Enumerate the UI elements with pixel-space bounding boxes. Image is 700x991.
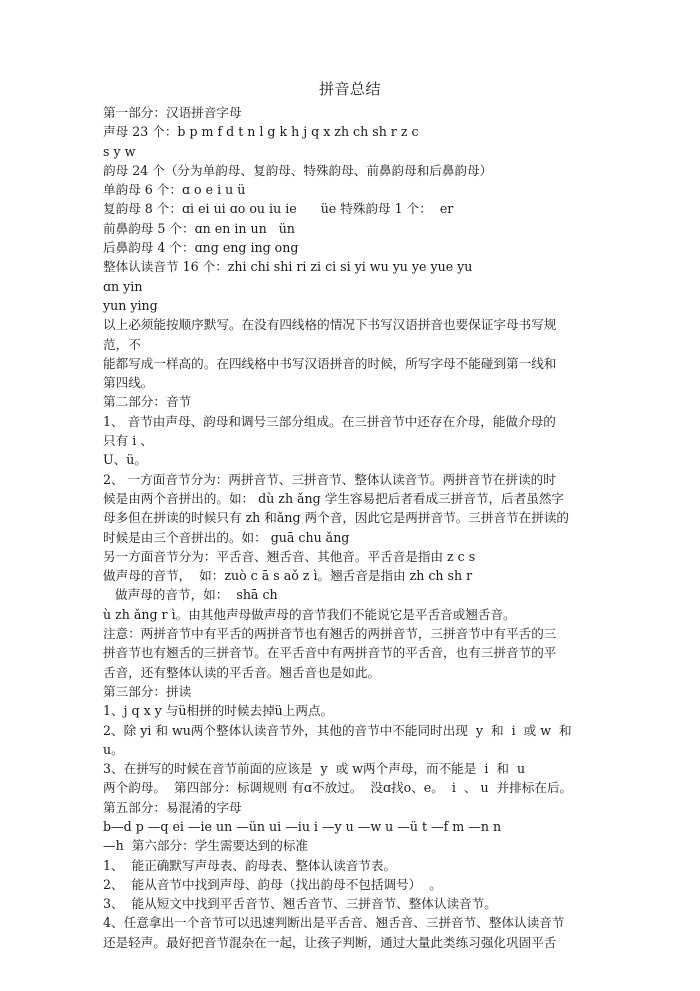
text-line: 1、j q x y 与ü相拼的时候去掉ü上两点。 (103, 703, 334, 719)
text-line: 做声母的音节，如： shā ch (103, 587, 278, 603)
text-line: u。 (103, 741, 124, 757)
text-line: 注意：两拼音节中有平舌的两拼音节也有翘舌的两拼音节，三拼音节中有平舌的三 (103, 626, 557, 642)
text-line: 母多但在拼读的时候只有 zh 和ǎng 两个音，因此它是两拼音节。三拼音节在拼读的 (103, 510, 570, 526)
text-line: 整体认读音节 16 个：zhi chi shi ri zi ci si yi wu yu ye yue yu (103, 259, 473, 275)
text-line: 拼音节也有翘舌的三拼音节。在平舌音中有两拼音节的平舌音，也有三拼音节的平 (103, 645, 557, 661)
text-line: 2、除 yi 和 wu两个整体认读音节外，其他的音节中不能同时出现 y 和 i 或 w 和 (103, 722, 572, 738)
text-line: 第五部分：易混淆的字母 (103, 799, 242, 815)
text-line: 还是轻声。最好把音节混杂在一起，让孩子判断，通过大量此类练习强化巩固平舌 (103, 934, 557, 950)
text-line: 另一方面音节分为：平舌音、翘舌音、其他音。平舌音是指由 z c s (103, 548, 476, 564)
text-line: 第二部分：音节 (103, 394, 192, 410)
text-line: 只有 i 、 (103, 433, 153, 449)
text-line: 两个韵母。 第四部分：标调规则 有ɑ不放过。 没ɑ找o、e。 i 、 u 并排标在后。 (103, 780, 573, 796)
text-line: 2、 能从音节中找到声母、韵母（找出韵母不包括调号） 。 (103, 876, 442, 892)
text-line: s y w (103, 143, 136, 159)
text-line: 1、 音节由声母、韵母和调号三部分组成。在三拼音节中还存在介母，能做介母的 (103, 413, 556, 429)
text-line: 4、任意拿出一个音节可以迅速判断出是平舌音、翘舌音、三拼音节、整体认读音节 (103, 915, 565, 931)
text-line: 候是由两个音拼出的。如： dù zh ǎng 学生容易把后者看成三拼音节，后者虽然字 (103, 490, 565, 506)
text-line: yun ying (103, 297, 158, 313)
text-line: 第一部分：汉语拼音字母 (103, 105, 242, 120)
text-line: 3、在拼写的时候在音节前面的应该是 y 或 w两个声母，而不能是 i 和 u (103, 761, 526, 777)
text-line: 第四线。 (103, 375, 154, 391)
text-line: 3、 能从短文中找到平舌音节、翘舌音节、三拼音节、整体认读音节。 (103, 896, 497, 912)
text-line: 时候是由三个音拼出的。如： guā chu ǎng (103, 529, 350, 545)
text-line: —h 第六部分：学生需要达到的标准 (103, 838, 309, 854)
text-line: 后鼻韵母 4 个：ɑng eng ing ong (103, 240, 299, 256)
text-line: 单韵母 6 个：ɑ o e i u ü (103, 182, 246, 198)
text-line: 舌音，还有整体认读的平舌音。翘舌音也是如此。 (103, 664, 381, 680)
text-line: 做声母的音节， 如：zuò c ā s aǒ z ì。翘舌音是指由 zh ch sh r (103, 568, 473, 584)
text-line: 以上必须能按顺序默写。在没有四线格的情况下书写汉语拼音也要保证字母书写规 (103, 317, 557, 333)
text-line: 第三部分：拼读 (103, 683, 192, 699)
text-line: 2、 一方面音节分为：两拼音节、三拼音节、整体认读音节。两拼音节在拼读的时 (103, 471, 556, 487)
document-body (103, 103, 603, 952)
text-line: 1、 能正确默写声母表、韵母表、整体认读音节表。 (103, 857, 397, 873)
text-line: 声母 23 个：b p m f d t n l g k h j q x zh ch sh r z c (103, 124, 419, 140)
text-line: 复韵母 8 个：ɑi ei ui ɑo ou iu ie üe 特殊韵母 1 个： er (103, 201, 454, 217)
text-line: 能都写成一样高的。在四线格中书写汉语拼音的时候，所写字母不能碰到第一线和 (103, 355, 557, 371)
text-line: 前鼻韵母 5 个：ɑn en in un ün (103, 220, 295, 236)
text-line: b—d p —q ei —ie un —ün ui —iu i —y u —w u —ü t —f m —n n (103, 818, 502, 834)
text-line: U、ü。 (103, 452, 147, 468)
text-line: 韵母 24 个（分为单韵母、复韵母、特殊韵母、前鼻韵母和后鼻韵母） (103, 162, 493, 178)
text-line: ɑn yin (103, 278, 143, 294)
text-line: 范，不 (103, 336, 141, 352)
text-line: ù zh ǎng r ì。由其他声母做声母的音节我们不能说它是平舌音或翘舌音。 (103, 606, 516, 622)
page-title: 拼音总结 (318, 80, 381, 98)
